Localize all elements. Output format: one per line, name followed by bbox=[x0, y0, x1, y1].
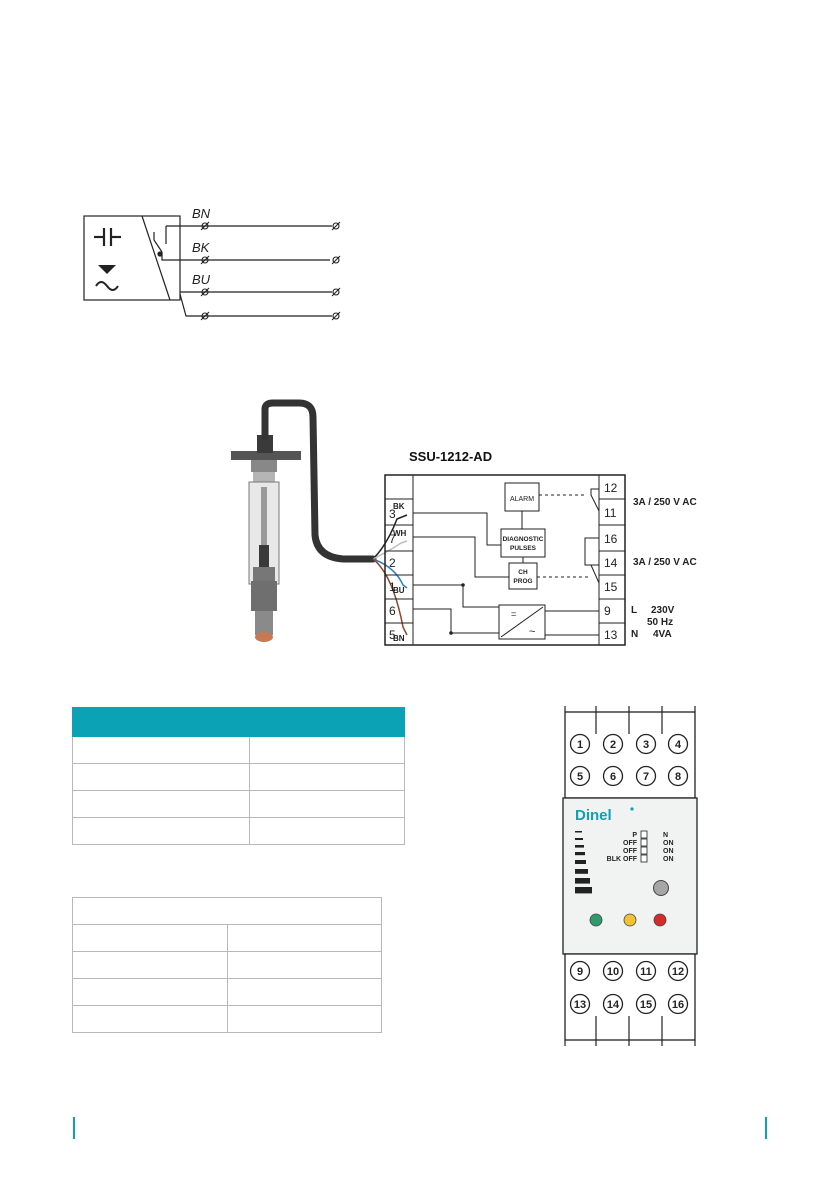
device-terminal-label: 16 bbox=[671, 999, 685, 1011]
spec-table-2 bbox=[72, 897, 382, 1033]
table-row bbox=[73, 791, 405, 818]
ch-label-1: CH bbox=[518, 569, 528, 576]
probe-wire-wh: WH bbox=[393, 529, 407, 538]
table-row bbox=[73, 898, 382, 925]
led-yellow-icon bbox=[624, 914, 636, 926]
device-terminal-label: 2 bbox=[609, 739, 617, 751]
table-row bbox=[73, 818, 405, 845]
relay1-rating: 3A / 250 V AC bbox=[633, 497, 697, 508]
alarm-label: ALARM bbox=[509, 496, 535, 503]
dip-left-1: P bbox=[632, 832, 637, 839]
ch-prog-block bbox=[509, 563, 537, 589]
dip-right-2: ON bbox=[663, 840, 674, 847]
device-terminal-label: 6 bbox=[609, 771, 617, 783]
device-terminal-label: 13 bbox=[573, 999, 587, 1011]
power-l-label: L bbox=[631, 605, 638, 616]
dip-left-4: BLK OFF bbox=[606, 856, 637, 863]
psu-ac-symbol: ~ bbox=[529, 626, 536, 638]
terminal-1: 1 bbox=[389, 580, 396, 594]
sensor-schematic bbox=[70, 200, 360, 330]
terminal-9: 9 bbox=[604, 604, 611, 618]
device-terminal-label: 3 bbox=[642, 739, 650, 751]
table-row bbox=[73, 1006, 382, 1033]
led-green-icon bbox=[590, 914, 602, 926]
terminal-3: 3 bbox=[389, 507, 396, 521]
spec-table-1 bbox=[72, 707, 405, 845]
footer-accent-left bbox=[73, 1117, 75, 1139]
table-row bbox=[73, 925, 382, 952]
diagnostic-block bbox=[501, 529, 545, 557]
device-terminal-label: 4 bbox=[674, 739, 682, 751]
terminal-15: 15 bbox=[604, 580, 618, 594]
terminal-7: 7 bbox=[389, 532, 396, 546]
ch-label-2: PROG bbox=[513, 578, 533, 585]
terminal-16: 16 bbox=[604, 532, 618, 546]
device-terminal-label: 5 bbox=[576, 771, 584, 783]
dip-right-3: ON bbox=[663, 848, 674, 855]
probe-cable bbox=[265, 403, 373, 559]
level-probe bbox=[231, 435, 301, 642]
device-terminal-label: 1 bbox=[576, 739, 584, 751]
device-terminal-label: 12 bbox=[671, 966, 685, 978]
led-red-icon bbox=[654, 914, 666, 926]
relay2-rating: 3A / 250 V AC bbox=[633, 557, 697, 568]
table-row bbox=[73, 737, 405, 764]
terminal-5: 5 bbox=[389, 628, 396, 642]
power-va: 4VA bbox=[653, 629, 672, 640]
probe-wire-bu: BU bbox=[393, 586, 405, 595]
terminal-13: 13 bbox=[604, 628, 618, 642]
terminal-11: 11 bbox=[604, 506, 617, 520]
table-row bbox=[73, 979, 382, 1006]
table-row bbox=[73, 952, 382, 979]
power-n-label: N bbox=[631, 629, 639, 640]
terminal-symbols bbox=[201, 222, 340, 320]
device-terminal-label: 15 bbox=[639, 999, 653, 1011]
wiring-diagram bbox=[225, 395, 715, 655]
capacitor-icon bbox=[94, 228, 121, 246]
level-triangle-icon bbox=[98, 265, 116, 274]
din-rail-device bbox=[555, 700, 705, 1050]
dip-right-1: N bbox=[663, 832, 669, 839]
device-terminal-label: 11 bbox=[640, 966, 652, 978]
diag-label-1: DIAGNOSTIC bbox=[502, 536, 544, 543]
wire-label-bu: BU bbox=[192, 272, 211, 287]
device-terminal-label: 7 bbox=[642, 771, 650, 783]
device-terminal-label: 9 bbox=[576, 966, 584, 978]
dip-left-3: OFF bbox=[623, 848, 637, 855]
power-voltage: 230V bbox=[651, 605, 675, 616]
psu-dc-symbol: = bbox=[511, 609, 517, 619]
power-frequency: 50 Hz bbox=[647, 617, 674, 628]
ac-wave-icon bbox=[96, 282, 118, 290]
wire-label-bn: BN bbox=[192, 206, 211, 221]
terminal-14: 14 bbox=[604, 556, 618, 570]
device-terminal-label: 10 bbox=[606, 966, 620, 978]
footer-accent-right bbox=[765, 1117, 767, 1139]
diag-label-2: PULSES bbox=[509, 545, 537, 552]
table-row bbox=[73, 764, 405, 791]
terminal-12: 12 bbox=[604, 481, 618, 495]
spec-table-1-header bbox=[73, 708, 405, 737]
terminal-6: 6 bbox=[389, 604, 396, 618]
device-terminal-label: 14 bbox=[606, 999, 620, 1011]
probe-wire-bk: BK bbox=[393, 502, 405, 511]
wire-label-bk: BK bbox=[192, 240, 210, 255]
dip-right-4: ON bbox=[663, 856, 674, 863]
push-button-icon bbox=[654, 881, 669, 896]
terminal-2: 2 bbox=[389, 556, 396, 570]
probe-wire-bn: BN bbox=[393, 634, 405, 643]
device-brand: Dinel bbox=[575, 807, 612, 824]
device-terminal-label: 8 bbox=[674, 771, 682, 783]
wiring-title: SSU-1212-AD bbox=[409, 449, 493, 464]
dip-left-2: OFF bbox=[623, 840, 637, 847]
